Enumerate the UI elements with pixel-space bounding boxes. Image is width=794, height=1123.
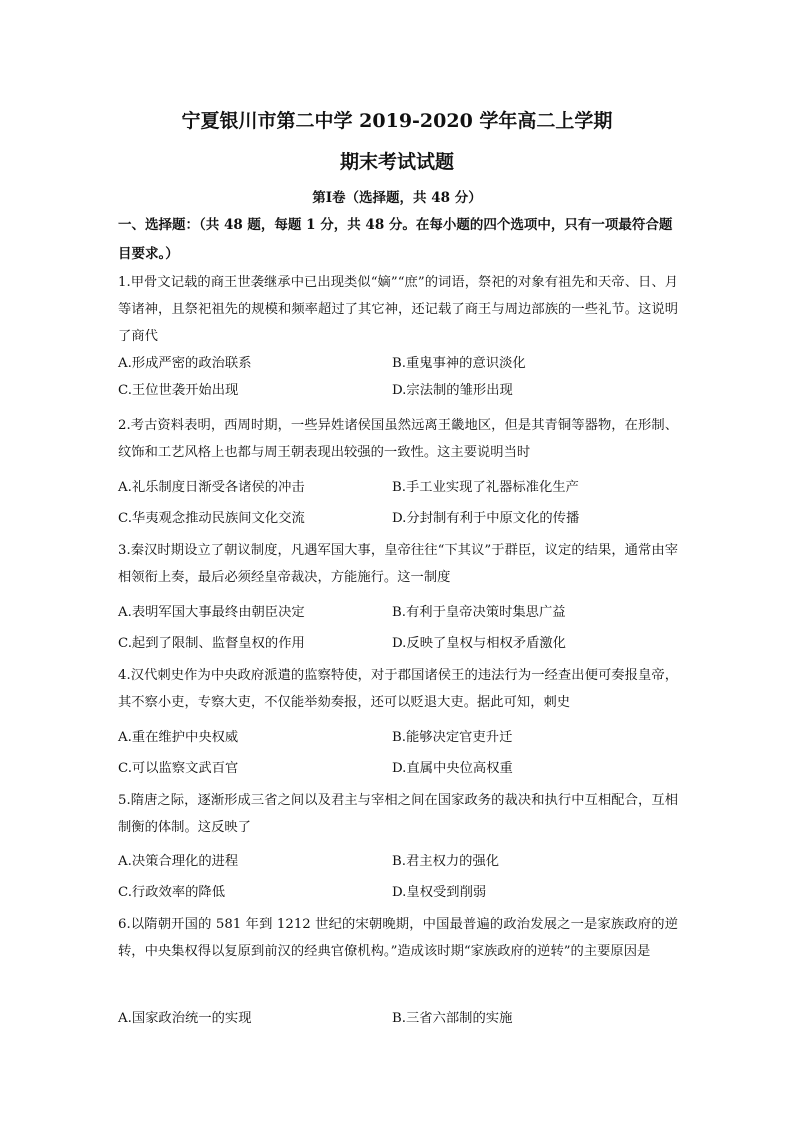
question-2-option-d: D.分封制有利于中原文化的传播 xyxy=(392,511,580,526)
exam-title-line2: 期末考试试题 xyxy=(339,151,454,173)
question-5-option-d: D.皇权受到削弱 xyxy=(392,885,487,900)
section-instruction: 一、选择题：（共 48 题，每题 1 分，共 48 分。在每小题的四个选项中，只有一项最符合题目要求。） xyxy=(118,217,673,262)
question-4-option-c: C.可以监察文武百官 xyxy=(118,761,239,776)
question-2-stem: 2.考古资料表明，西周时期，一些异姓诸侯国虽然远离王畿地区，但是其青铜等器物，在形制、纹饰和工艺风格上也都与周王朝表现出较强的一致性。这主要说明当时 xyxy=(118,418,678,460)
exam-title-line1: 宁夏银川市第二中学 2019-2020 学年高二上学期 xyxy=(181,110,613,132)
question-6-option-a: A.国家政治统一的实现 xyxy=(118,1011,252,1026)
question-4-option-a: A.重在维护中央权威 xyxy=(118,730,239,745)
question-1-option-c: C.王位世袭开始出现 xyxy=(118,383,239,398)
question-4-option-d: D.直属中央位高权重 xyxy=(392,761,513,776)
question-1-stem: 1.甲骨文记载的商王世袭继承中已出现类似“嫡”“庶”的词语，祭祀的对象有祖先和天帝、日、月等诸神，且祭祀祖先的规模和频率超过了其它神，还记载了商王与周边部族的一些礼节。这说明了商代 xyxy=(118,275,678,344)
volume-heading: 第Ⅰ卷（选择题，共 48 分） xyxy=(312,190,482,206)
question-5-option-a: A.决策合理化的进程 xyxy=(118,854,239,869)
question-2-option-c: C.华夷观念推动民族间文化交流 xyxy=(118,511,305,526)
question-5-stem: 5.隋唐之际，逐渐形成三省之间以及君主与宰相之间在国家政务的裁决和执行中互相配合，互相制衡的体制。这反映了 xyxy=(118,793,678,835)
question-4-stem: 4.汉代刺史作为中央政府派遣的监察特使，对于郡国诸侯王的违法行为一经查出便可奏报皇帝，其不察小吏，专察大吏，不仅能举劾奏报，还可以贬退大吏。据此可知，刺史 xyxy=(118,668,678,710)
question-1-option-a: A.形成严密的政治联系 xyxy=(118,356,252,371)
question-6-option-b: B.三省六部制的实施 xyxy=(392,1011,513,1026)
question-5-option-c: C.行政效率的降低 xyxy=(118,885,226,900)
question-5-option-b: B.君主权力的强化 xyxy=(392,854,500,869)
question-3-option-b: B.有利于皇帝决策时集思广益 xyxy=(392,605,566,620)
question-2-option-b: B.手工业实现了礼器标准化生产 xyxy=(392,480,579,495)
question-3-option-c: C.起到了限制、监督皇权的作用 xyxy=(118,636,305,651)
question-4-option-b: B.能够决定官吏升迁 xyxy=(392,730,513,745)
question-1-option-d: D.宗法制的雏形出现 xyxy=(392,383,513,398)
question-3-stem: 3.秦汉时期设立了朝议制度，凡遇军国大事，皇帝往往“下其议”于群臣，议定的结果，通常由宰相领衔上奏，最后必须经皇帝裁决，方能施行。这一制度 xyxy=(118,543,678,585)
question-6-stem: 6.以隋朝开国的 581 年到 1212 世纪的宋朝晚期，中国最普遍的政治发展之一是家族政府的逆转，中央集权得以复原到前汉的经典官僚机构。”造成该时期“家族政府的逆转”的主要原因是 xyxy=(118,917,678,959)
question-2-option-a: A.礼乐制度日渐受各诸侯的冲击 xyxy=(118,480,305,495)
question-3-option-a: A.表明军国大事最终由朝臣决定 xyxy=(118,605,305,620)
question-3-option-d: D.反映了皇权与相权矛盾激化 xyxy=(392,636,566,651)
question-1-option-b: B.重鬼事神的意识淡化 xyxy=(392,356,526,371)
